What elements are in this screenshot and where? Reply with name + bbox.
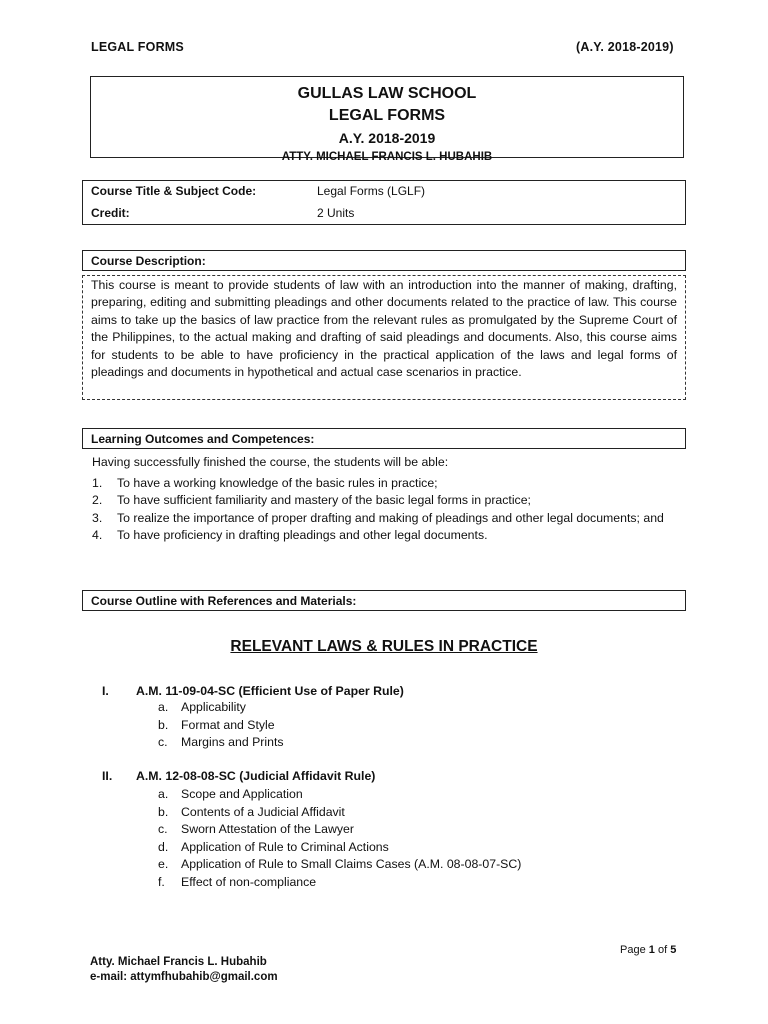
credit-label: Credit:	[91, 206, 130, 220]
list-item: 4. To have proficiency in drafting pleadings and other legal documents.	[92, 528, 488, 543]
instructor-name: ATTY. MICHAEL FRANCIS L. HUBAHIB	[281, 151, 493, 163]
course-description-text: This course is meant to provide students of law with an introduction into the manner of making, drafting, preparing, editing and submitting pleadings and other documents related to the practice of law. This course aims to take up the basics of law practice from the relevant rules as promulgated by the Supreme Court of the Philippines, to the actual making and drafting of said pleadings and documents. Also, this course aims for students to be able to have proficiency in the practical application of the laws and legal forms of pleadings and documents in hypothetical and actual case scenarios in practice.	[82, 275, 686, 400]
list-item: c. Margins and Prints	[158, 735, 284, 750]
course-description-heading: Course Description:	[82, 250, 686, 271]
learning-outcomes-intro: Having successfully finished the course, the students will be able:	[92, 455, 449, 469]
outline-section-title: RELEVANT LAWS & RULES IN PRACTICE	[230, 638, 538, 655]
list-item: c. Sworn Attestation of the Lawyer	[158, 822, 354, 837]
outline-part-1-items	[158, 699, 284, 752]
page-number: Page 1 of 5	[620, 944, 677, 956]
course-title-value: Legal Forms (LGLF)	[317, 184, 426, 198]
academic-year: A.Y. 2018-2019	[338, 130, 436, 146]
list-item: d. Application of Rule to Criminal Actions	[158, 839, 389, 854]
learning-outcomes-list	[92, 475, 680, 545]
course-title-label: Course Title & Subject Code:	[91, 184, 257, 198]
list-item: b. Contents of a Judicial Affidavit	[158, 804, 345, 819]
school-name: GULLAS LAW SCHOOL	[297, 85, 477, 102]
outline-part-2-items	[158, 786, 521, 892]
subject-name: LEGAL FORMS	[328, 107, 446, 124]
credit-value: 2 Units	[317, 206, 355, 220]
course-info-box	[82, 180, 686, 225]
header-left: LEGAL FORMS	[91, 40, 184, 54]
title-block	[90, 76, 684, 163]
header-right: (A.Y. 2018-2019)	[576, 40, 674, 54]
list-item: 3. To realize the importance of proper drafting and making of pleadings and other legal documents; and	[92, 510, 664, 525]
list-item: e. Application of Rule to Small Claims Cases (A.M. 08-08-07-SC)	[158, 857, 522, 872]
footer-email: e-mail: attymfhubahib@gmail.com	[90, 971, 278, 983]
footer-author: Atty. Michael Francis L. Hubahib	[90, 956, 267, 968]
list-item: a. Applicability	[158, 700, 246, 714]
list-item: b. Format and Style	[158, 717, 275, 732]
footer-contact	[90, 955, 278, 985]
list-item: 1. To have a working knowledge of the basic rules in practice;	[92, 476, 438, 490]
learning-outcomes-heading: Learning Outcomes and Competences:	[82, 428, 686, 449]
course-outline-heading: Course Outline with References and Materials:	[82, 590, 686, 611]
list-item: a. Scope and Application	[158, 787, 303, 801]
list-item: f. Effect of non-compliance	[158, 874, 317, 889]
list-item: 2. To have sufficient familiarity and mastery of the basic legal forms in practice;	[92, 493, 531, 508]
